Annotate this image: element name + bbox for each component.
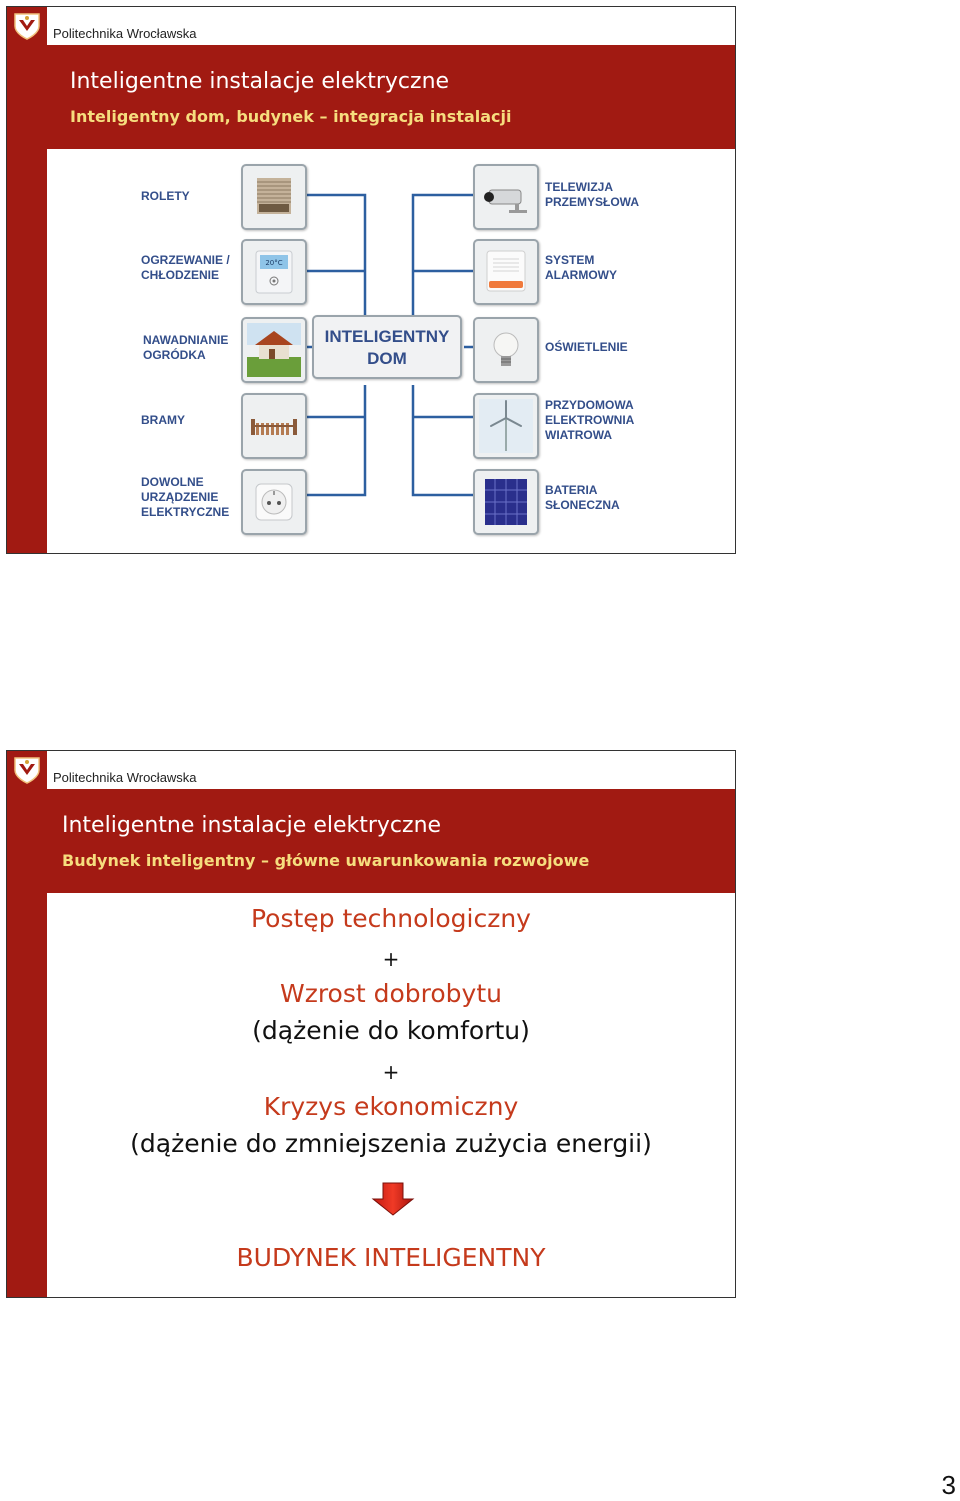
text-energia: (dążenie do zmniejszenia zużycia energii) bbox=[130, 1129, 652, 1158]
thermostat-icon bbox=[241, 239, 307, 305]
slide-header-band bbox=[47, 45, 735, 149]
text-wzrost: Wzrost dobrobytu bbox=[279, 979, 502, 1008]
label-nawadnianie: NAWADNIANIE OGRÓDKA bbox=[143, 333, 229, 362]
thermostat-reading: 20°C bbox=[265, 259, 283, 267]
arrow-down-icon bbox=[371, 1181, 415, 1217]
label-oswietlenie: OŚWIETLENIE bbox=[545, 340, 628, 354]
label-system-alarmowy: SYSTEM ALARMOWY bbox=[545, 253, 617, 282]
label-bateria: BATERIA SŁONECZNA bbox=[545, 483, 620, 512]
university-logo bbox=[7, 7, 47, 45]
university-name: Politechnika Wrocławska bbox=[53, 770, 197, 785]
roller-blind-icon bbox=[241, 164, 307, 230]
slide-smart-home-integration bbox=[6, 6, 736, 554]
slide-development-conditions bbox=[6, 750, 736, 1298]
text-budynek-inteligentny: BUDYNEK INTELIGENTNY bbox=[236, 1243, 546, 1272]
slide-left-bar bbox=[7, 7, 47, 553]
power-socket-icon bbox=[241, 469, 307, 535]
text-komfort: (dążenie do komfortu) bbox=[252, 1016, 530, 1045]
slide-header-band bbox=[47, 789, 735, 893]
label-dowolne: DOWOLNE URZĄDZENIE ELEKTRYCZNE bbox=[141, 475, 230, 519]
alarm-siren-icon bbox=[473, 239, 539, 305]
solar-panel-icon bbox=[473, 469, 539, 535]
smart-home-diagram bbox=[47, 149, 735, 553]
slide-subtitle: Budynek inteligentny – główne uwarunkowania rozwojowe bbox=[62, 851, 590, 870]
university-name: Politechnika Wrocławska bbox=[53, 26, 197, 41]
house-garden-icon bbox=[241, 317, 307, 383]
cctv-camera-icon bbox=[473, 164, 539, 230]
text-kryzys: Kryzys ekonomiczny bbox=[263, 1092, 519, 1121]
wind-turbine-icon bbox=[473, 393, 539, 459]
smart-home-center: INTELIGENTNY DOM bbox=[312, 315, 462, 379]
slide-left-bar bbox=[7, 751, 47, 1297]
label-telewizja: TELEWIZJA PRZEMYSŁOWA bbox=[545, 180, 640, 209]
label-rolety: ROLETY bbox=[141, 189, 190, 203]
light-bulb-icon bbox=[473, 317, 539, 383]
slide-subtitle: Inteligentny dom, budynek – integracja instalacji bbox=[70, 107, 512, 126]
label-ogrzewanie: OGRZEWANIE / CHŁODZENIE bbox=[141, 253, 230, 282]
slide-title: Inteligentne instalacje elektryczne bbox=[62, 813, 442, 838]
slide-title: Inteligentne instalacje elektryczne bbox=[70, 69, 450, 94]
text-plus-1: + bbox=[382, 947, 400, 971]
page-number: 3 bbox=[941, 1470, 956, 1500]
slide-body bbox=[47, 893, 735, 1297]
label-bramy: BRAMY bbox=[141, 413, 185, 427]
label-elektrownia: PRZYDOMOWA ELEKTROWNIA WIATROWA bbox=[545, 398, 635, 442]
text-postep: Postęp technologiczny bbox=[251, 904, 531, 933]
university-logo bbox=[7, 751, 47, 789]
gate-icon bbox=[241, 393, 307, 459]
text-plus-2: + bbox=[382, 1060, 400, 1084]
